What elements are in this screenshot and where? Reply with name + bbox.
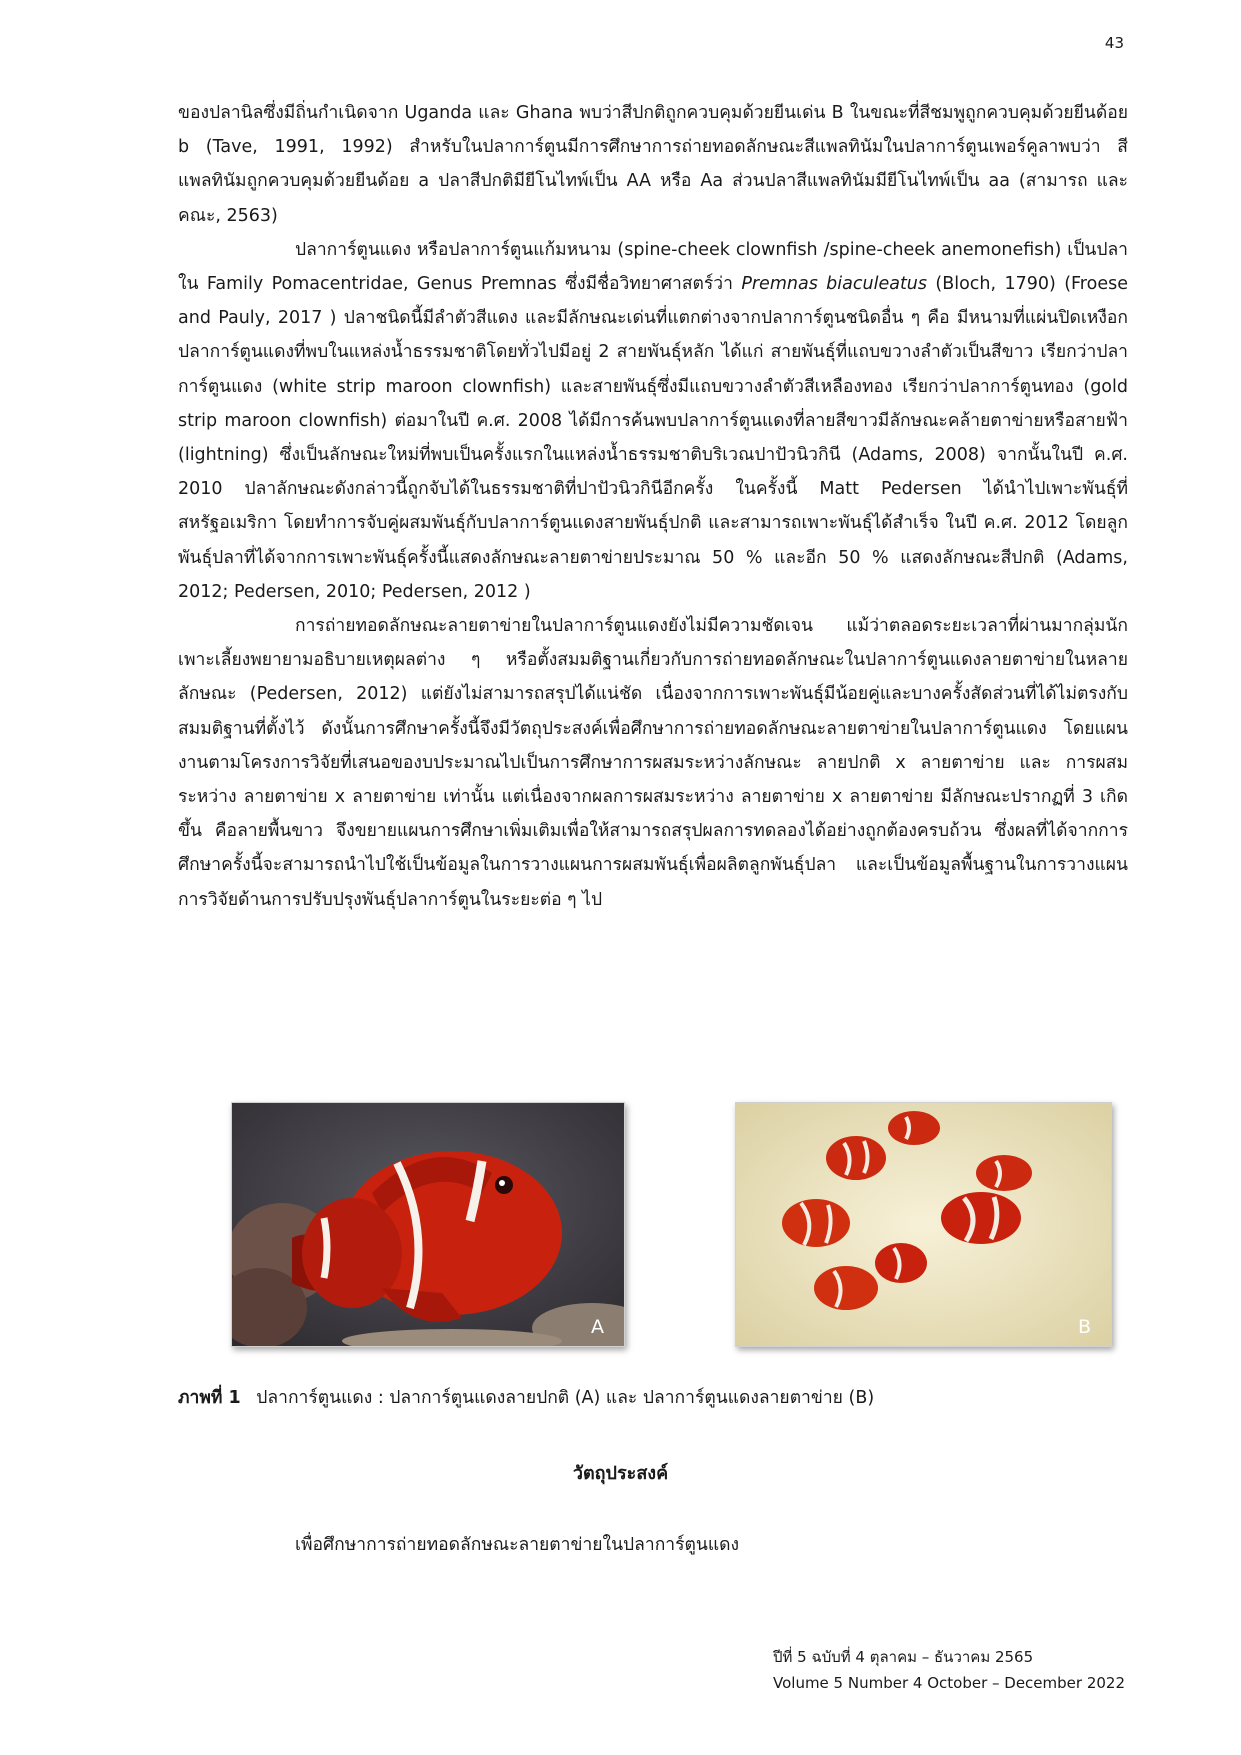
figure-label-a: A <box>591 1316 604 1338</box>
lightning-fish-4 <box>941 1192 1021 1244</box>
lightning-fish-5 <box>976 1155 1032 1191</box>
footer-thai: ปีที่ 5 ฉบับที่ 4 ตุลาคม – ธันวาคม 2565 <box>773 1648 1034 1666</box>
lightning-fish-6 <box>814 1266 878 1310</box>
scientific-name: Premnas biaculeatus <box>741 274 928 295</box>
section-heading: วัตถุประสงค์ <box>572 1463 669 1484</box>
figure-caption-text: ปลาการ์ตูนแดง : ปลาการ์ตูนแดงลายปกติ (A) และ ปลาการ์ตูนแดงลายตาข่าย (B) <box>256 1388 875 1408</box>
figure-a-normal-maroon-clownfish <box>231 1102 625 1347</box>
figure-b-lightning-maroon-clownfish <box>735 1102 1112 1347</box>
figure-caption-prefix: ภาพที่ 1 <box>178 1388 241 1408</box>
paragraph-3: การถ่ายทอดลักษณะลายตาข่ายในปลาการ์ตูนแดงยังไม่มีความชัดเจน แม้ว่าตลอดระยะเวลาที่ผ่านมากลุ่มนักเพาะเลี้ยงพยายามอธิบายเหตุผลต่าง ๆ หรือตั้งสมมติฐานเกี่ยวกับการถ่ายทอดลักษณะในปลาการ์ตูนแดงลายตาข่ายในหลายลักษณะ (Pedersen, 2012) แต่ยังไม่สามารถสรุปได้แน่ชัด เนื่องจากการเพาะพันธุ์มีน้อยคู่และบางครั้งสัดส่วนที่ได้ไม่ตรงกับสมมติฐานที่ตั้งไว้ ดังนั้นการศึกษาครั้งนี้จึงมีวัตถุประสงค์เพื่อศึกษาการถ่ายทอดลักษณะลายตาข่ายในปลาการ์ตูนแดง โดยแผนงานตามโครงการวิจัยที่เสนอของบประมาณไปเป็นการศึกษาการผสมระหว่างลักษณะ ลายปกติ x ลายตาข่าย และ การผสมระหว่าง ลายตาข่าย x ลายตาข่าย เท่านั้น แต่เนื่องจากผลการผสมระหว่าง ลายตาข่าย x ลายตาข่าย มีลักษณะปรากฏที่ 3 เกิดขึ้น คือลายพื้นขาว จึงขยายแผนการศึกษาเพิ่มเติมเพื่อให้สามารถสรุปผลการทดลองได้อย่างถูกต้องครบถ้วน ซึ่งผลที่ได้จากการศึกษาครั้งนี้จะสามารถนำไปใช้เป็นข้อมูลในการวางแผนการผสมพันธุ์เพื่อผลิตลูกพันธุ์ปลา และเป็นข้อมูลพื้นฐานในการวางแผนการวิจัยด้านการปรับปรุงพันธุ์ปลาการ์ตูนในระยะต่อ ๆ ไป <box>178 616 1128 910</box>
objective-text: เพื่อศึกษาการถ่ายทอดลักษณะลายตาข่ายในปลาการ์ตูนแดง <box>295 1535 740 1555</box>
paragraph-1: ของปลานิลซึ่งมีถิ่นกำเนิดจาก Uganda และ Ghana พบว่าสีปกติถูกควบคุมด้วยยีนเด่น B ในขณะที่สีชมพูถูกควบคุมด้วยยีนด้อย b (Tave, 1991, 1992) สำหรับในปลาการ์ตูนมีการศึกษาการถ่ายทอดลักษณะสีแพลทินัมในปลาการ์ตูนเพอร์คูลาพบว่า สีแพลทินัมถูกควบคุมด้วยยีนด้อย a ปลาสีปกติมียีโนไทพ์เป็น AA หรือ Aa ส่วนปลาสีแพลทินัมมียีโนไทพ์เป็น aa (สามารถ และคณะ, 2563) <box>178 103 1128 226</box>
figure-label-b: B <box>1077 1316 1091 1338</box>
figure-caption <box>178 1383 874 1411</box>
page-number: 43 <box>1104 34 1124 52</box>
paragraph-2-before: ปลาการ์ตูนแดง หรือปลาการ์ตูนแก้มหนาม (spine-cheek clownfish /spine-cheek anemonefish) เป็นปลาใน Family Pomacentridae, Genus Premnas ซึ่งมีชื่อวิทยาศาสตร์ว่า <box>178 239 1128 295</box>
paragraph-2 <box>178 233 1128 609</box>
body-text <box>178 96 1128 917</box>
lightning-fish-2 <box>888 1111 940 1145</box>
footer-english: Volume 5 Number 4 October – December 2022 <box>773 1674 1125 1692</box>
paragraph-2-after: (Bloch, 1790) (Froese and Pauly, 2017 ) ปลาชนิดนี้มีลำตัวสีแดง และมีลักษณะเด่นที่แตกต่างจากปลาการ์ตูนชนิดอื่น ๆ คือ มีหนามที่แผ่นปิดเหงือก ปลาการ์ตูนแดงที่พบในแหล่งน้ำธรรมชาติโดยทั่วไปมีอยู่ 2 สายพันธุ์หลัก ได้แก่ สายพันธุ์ที่แถบขวางลำตัวเป็นสีขาว เรียกว่าปลาการ์ตูนแดง (white strip maroon clownfish) และสายพันธุ์ซึ่งมีแถบขวางลำตัวสีเหลืองทอง เรียกว่าปลาการ์ตูนทอง (gold strip maroon clownfish) ต่อมาในปี ค.ศ. 2008 ได้มีการค้นพบปลาการ์ตูนแดงที่ลายสีขาวมีลักษณะคล้ายตาข่ายหรือสายฟ้า (lightning) ซึ่งเป็นลักษณะใหม่ที่พบเป็นครั้งแรกในแหล่งน้ำธรรมชาติบริเวณปาปัวนิวกินี (Adams, 2008) จากนั้นในปี ค.ศ. 2010 ปลาลักษณะดังกล่าวนี้ถูกจับได้ในธรรมชาติที่ปาปัวนิวกินีอีกครั้ง ในครั้งนี้ Matt Pedersen ได้นำไปเพาะพันธุ์ที่สหรัฐอเมริกา โดยทำการจับคู่ผสมพันธุ์กับปลาการ์ตูนแดงสายพันธุ์ปกติ และสามารถเพาะพันธุ์ได้สำเร็จ ในปี ค.ศ. 2012 โดยลูกพันธุ์ปลาที่ได้จากการเพาะพันธุ์ครั้งนี้แสดงลักษณะลายตาข่ายประมาณ 50 % และอีก 50 % แสดงลักษณะสีปกติ (Adams, 2012; Pedersen, 2010; Pedersen, 2012 ) <box>178 274 1128 602</box>
maroon-clownfish-photo <box>232 1103 624 1346</box>
lightning-fish-7 <box>875 1243 927 1283</box>
lightning-clownfish-photo <box>736 1103 1111 1346</box>
lightning-fish-3 <box>782 1199 850 1247</box>
lightning-fish-1 <box>826 1136 886 1180</box>
journal-footer <box>773 1644 1125 1696</box>
